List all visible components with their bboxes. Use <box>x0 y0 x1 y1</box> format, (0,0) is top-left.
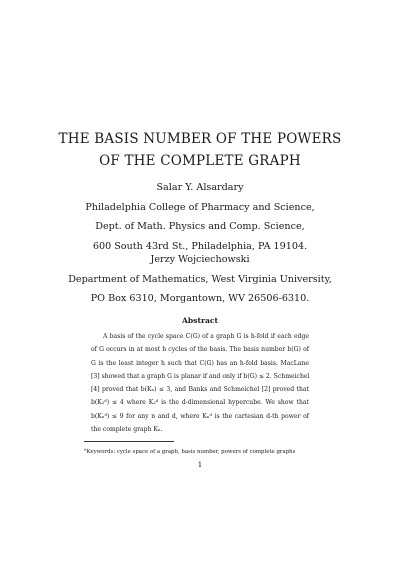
author-name: Salar Y. Alsardary <box>156 182 244 193</box>
author-block-1 <box>40 178 360 256</box>
footnote <box>84 446 324 456</box>
author-name: Jerzy Wojciechowski <box>150 254 250 265</box>
footnote-divider <box>84 441 174 442</box>
author-block-2 <box>40 250 360 309</box>
abstract-body <box>91 330 309 436</box>
author-address: 600 South 43rd St., Philadelphia, PA 19104. <box>92 240 308 252</box>
abstract-line: [3] showed that a graph G is planar if and only if b(G) ≤ 2. Schmeichel <box>91 372 310 380</box>
abstract-line: b(K₂ᵈ) ≤ 4 where K₂ᵈ is the d-dimensional hypercube. We show that <box>91 399 309 407</box>
abstract-line: the complete graph Kₙ. <box>91 426 163 434</box>
footnote-text: Keywords: cycle space of a graph, basis number, powers of complete graphs <box>86 449 296 455</box>
abstract-line: of G occurs in at most h cycles of the basis. The basis number b(G) of <box>91 346 309 354</box>
author-department: Dept. of Math. Physics and Comp. Science, <box>95 221 305 232</box>
title-line-2: OF THE COMPLETE GRAPH <box>99 153 301 169</box>
page-number: 1 <box>197 460 203 469</box>
footnote-marker: 0 <box>84 447 87 452</box>
abstract-line: A basis of the cycle space C(G) of a graph G is h-fold if each edge <box>103 333 309 340</box>
abstract-line: G is the least integer h such that C(G) has an h-fold basis. MacLane <box>91 359 309 367</box>
author-address: PO Box 6310, Morgantown, WV 26506-6310. <box>90 293 310 304</box>
paper-title <box>40 128 360 172</box>
abstract-line: b(Kₙᵈ) ≤ 9 for any n and d, where Kₙᵈ is the cartesian d-th power of <box>91 412 309 420</box>
author-affiliation: Department of Mathematics, West Virginia University, <box>68 273 332 285</box>
abstract-line: [4] proved that b(Kₙ) ≤ 3, and Banks and Schmeichel [2] proved that <box>91 386 309 394</box>
title-line-1: THE BASIS NUMBER OF THE POWERS <box>58 131 342 147</box>
abstract-heading: Abstract <box>181 316 219 325</box>
author-affiliation: Philadelphia College of Pharmacy and Science, <box>85 201 315 213</box>
